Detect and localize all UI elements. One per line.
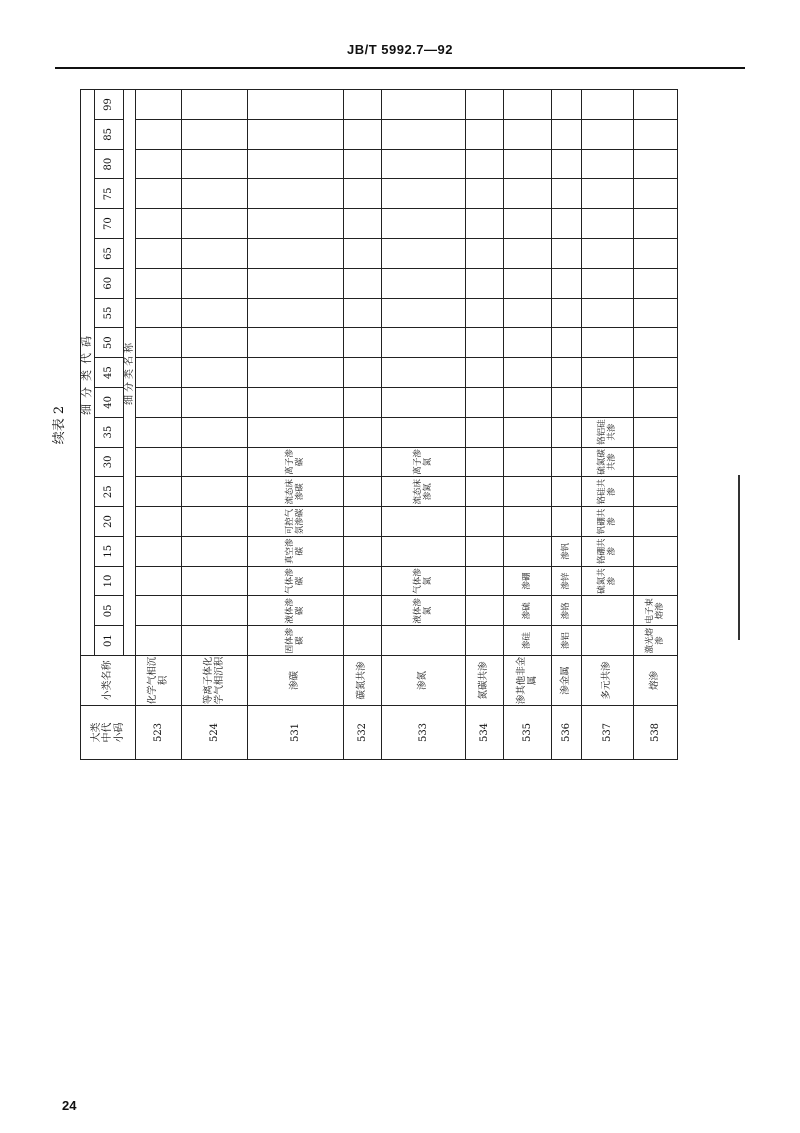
code-column-header: 25 [94,477,123,507]
table-cell [466,119,504,149]
table-cell [136,507,182,537]
table-cell [248,387,344,417]
table-cell [634,149,678,179]
table-cell [504,358,552,388]
table-cell: 气体渗碳 [248,566,344,596]
table-cell [504,536,552,566]
table-cell [136,89,182,119]
table-cell [382,209,466,239]
table-cell [344,239,382,269]
row-code: 532 [344,706,382,760]
code-column-header: 85 [94,119,123,149]
left-header-bot: 小码 [113,722,125,743]
table-cell [634,566,678,596]
table-cell [504,387,552,417]
table-cell [466,328,504,358]
code-column-header: 10 [94,566,123,596]
table-cell [466,477,504,507]
table-cell: 渗硅 [504,626,552,656]
table-cell [182,536,248,566]
table-cell [582,179,634,209]
name-header: 小类名称 [81,656,136,706]
table-cell [582,626,634,656]
table-cell [466,417,504,447]
table-cell [582,358,634,388]
code-column-header: 75 [94,179,123,209]
left-header [81,706,136,760]
table-cell [344,358,382,388]
row-code: 537 [582,706,634,760]
table-cell [382,507,466,537]
table-cell: 液体渗氮 [382,596,466,626]
table-cell [248,89,344,119]
row-code: 524 [182,706,248,760]
code-column-header: 80 [94,149,123,179]
table-cell [382,149,466,179]
table-cell [344,268,382,298]
table-cell [634,298,678,328]
row-name: 氮碳共渗 [466,656,504,706]
table-cell [466,447,504,477]
table-cell: 铬硼共渗 [582,536,634,566]
table-cell [382,268,466,298]
table-cell [182,477,248,507]
table-cell [344,626,382,656]
table-row [552,89,582,759]
table-cell [504,298,552,328]
table-cell [552,268,582,298]
table-cell [182,149,248,179]
table-cell: 流态床渗氮 [382,477,466,507]
header-row-title [81,89,95,759]
table-cell [136,477,182,507]
table-cell [466,209,504,239]
table-cell [248,119,344,149]
table-cell [182,89,248,119]
table-cell [344,298,382,328]
table-row [344,89,382,759]
table-cell [182,298,248,328]
code-column-header: 40 [94,387,123,417]
table-cell [552,298,582,328]
table-cell [466,298,504,328]
standard-code: JB/T 5992.7—92 [346,42,453,57]
table-cell [466,358,504,388]
table-cell [552,477,582,507]
table-cell [344,209,382,239]
code-column-header: 50 [94,328,123,358]
table-cell [248,298,344,328]
row-code: 531 [248,706,344,760]
table-cell [248,417,344,447]
table-cell [634,209,678,239]
code-column-header: 01 [94,626,123,656]
table-cell [248,179,344,209]
row-name: 熔渗 [634,656,678,706]
table-cell [136,566,182,596]
table-cell [382,536,466,566]
table-cell: 液体渗碳 [248,596,344,626]
code-title-header: 细分类代码 [81,89,95,655]
table-cell [182,119,248,149]
code-column-header: 70 [94,209,123,239]
row-name: 渗碳 [248,656,344,706]
table-cell [582,209,634,239]
table-cell [136,536,182,566]
table-cell [504,179,552,209]
table-cell [136,387,182,417]
table-cell [136,239,182,269]
table-cell [582,387,634,417]
table-cell [504,328,552,358]
row-code: 534 [466,706,504,760]
table-cell [582,89,634,119]
table-cell [466,89,504,119]
table-cell [182,268,248,298]
code-column-header: 30 [94,447,123,477]
row-name: 渗金属 [552,656,582,706]
row-code: 535 [504,706,552,760]
table-cell [182,447,248,477]
table-row [182,89,248,759]
table-cell: 激光熔渗 [634,626,678,656]
table-cell: 渗锌 [552,566,582,596]
left-header-mid: 中代 [102,722,114,743]
table-cell [634,417,678,447]
table-cell [344,536,382,566]
table-cell [634,447,678,477]
table-cell [344,596,382,626]
table-body [136,89,678,759]
table-cell [634,536,678,566]
table-cell [504,447,552,477]
table-cell [552,89,582,119]
table-cell [466,596,504,626]
row-code: 533 [382,706,466,760]
table-cell [382,298,466,328]
left-header-top: 大类 [90,722,102,743]
table-cell [136,626,182,656]
table-cell [582,268,634,298]
table-cell [552,179,582,209]
table-cell [582,119,634,149]
table-cell [136,119,182,149]
table-cell: 渗钒 [552,536,582,566]
code-column-header: 20 [94,507,123,537]
table-cell [344,477,382,507]
table-cell [634,239,678,269]
code-column-header: 65 [94,239,123,269]
table-cell [504,149,552,179]
table-cell: 渗铬 [552,596,582,626]
code-column-header: 60 [94,268,123,298]
table-cell [344,328,382,358]
table-cell: 铬铝硅共渗 [582,417,634,447]
table-row [136,89,182,759]
table-cell [634,179,678,209]
table-cell [504,89,552,119]
table-cell [582,149,634,179]
table-cell [248,358,344,388]
table-cell [504,417,552,447]
table-cell [582,239,634,269]
table-cell [634,387,678,417]
table-cell [504,477,552,507]
table-cell [382,387,466,417]
code-column-header: 55 [94,298,123,328]
table-cell [248,328,344,358]
code-column-header: 05 [94,596,123,626]
table-cell [634,507,678,537]
table-cell [344,447,382,477]
table-cell [182,209,248,239]
table-cell [504,209,552,239]
table-cell: 可控气氛渗碳 [248,507,344,537]
subname-header: 细分类名称 [123,89,136,655]
table-cell [248,209,344,239]
table-cell [634,328,678,358]
table-cell [552,387,582,417]
table-cell [136,417,182,447]
table-cell [382,119,466,149]
table-row [466,89,504,759]
table-cell [466,566,504,596]
table-row [504,89,552,759]
table-cell [466,149,504,179]
table-cell: 流态床渗碳 [248,477,344,507]
table-cell [136,179,182,209]
row-code: 536 [552,706,582,760]
table-cell [552,328,582,358]
table-cell [344,387,382,417]
table-cell: 钒硼共渗 [582,507,634,537]
classification-table [80,89,678,760]
table-cell: 硫氮共渗 [582,566,634,596]
table-cell [182,626,248,656]
row-name: 渗氮 [382,656,466,706]
table-cell [182,507,248,537]
table-cell [466,507,504,537]
table-cell [466,239,504,269]
table-cell [382,358,466,388]
table-cell [382,239,466,269]
table-cell [136,209,182,239]
row-code: 523 [136,706,182,760]
table-cell [382,626,466,656]
table-cell [552,209,582,239]
table-cell [634,477,678,507]
table-cell [582,596,634,626]
table-cell [182,358,248,388]
table-cell [466,268,504,298]
table-cell [382,328,466,358]
code-column-header: 45 [94,358,123,388]
table-cell [552,149,582,179]
table-cell: 渗硫 [504,596,552,626]
table-cell [552,507,582,537]
table-cell [634,268,678,298]
table-row [248,89,344,759]
table-cell: 离子渗氮 [382,447,466,477]
table-cell [344,507,382,537]
table-cell [504,239,552,269]
table-cell [582,298,634,328]
table-row [582,89,634,759]
table-cell [136,447,182,477]
table-cell [182,179,248,209]
table-cell [582,328,634,358]
header-rule [55,67,745,69]
table-cell [136,596,182,626]
table-cell: 渗铝 [552,626,582,656]
code-column-header: 99 [94,89,123,119]
table-row [634,89,678,759]
table-cell [504,507,552,537]
table-cell [382,417,466,447]
table-cell [634,89,678,119]
table-cell [344,149,382,179]
table-cell [344,566,382,596]
table-cell [552,417,582,447]
row-name: 多元共渗 [582,656,634,706]
table-cell [466,179,504,209]
table-cell [504,119,552,149]
table-cell [382,179,466,209]
table-cell [552,239,582,269]
table-cell: 离子渗碳 [248,447,344,477]
code-column-header: 35 [94,417,123,447]
table-cell [552,358,582,388]
table-cell [136,268,182,298]
table-cell [136,358,182,388]
table-cell [136,328,182,358]
table-cell [344,417,382,447]
table-cell: 电子束熔渗 [634,596,678,626]
table-cell [248,149,344,179]
table-cell [182,596,248,626]
table-cell [182,387,248,417]
table-cell [466,387,504,417]
table-cell [634,358,678,388]
table-cell [552,447,582,477]
table-cell [634,119,678,149]
table-cell: 硫氮碳共渗 [582,447,634,477]
table-cell [182,239,248,269]
table-cell [136,298,182,328]
table-cell [504,268,552,298]
table-cell: 真空渗碳 [248,536,344,566]
table-cell: 固体渗碳 [248,626,344,656]
table-cell [344,89,382,119]
row-name: 化学气相沉积 [136,656,182,706]
table-cell [136,149,182,179]
table-cell [248,268,344,298]
table-cell [382,89,466,119]
table-cell [182,566,248,596]
table-cell [466,536,504,566]
page-number: 24 [62,1098,77,1113]
row-code: 538 [634,706,678,760]
code-column-header: 15 [94,536,123,566]
table-cell [344,179,382,209]
row-name: 渗其他非金属 [504,656,552,706]
row-name: 碳氮共渗 [344,656,382,706]
table-cell [466,626,504,656]
table-cell [182,328,248,358]
table-cell: 铬硅共渗 [582,477,634,507]
table-caption: 续表 2 [52,405,67,445]
rotated-table-area [52,90,770,760]
row-name: 等离子体化学气相沉积 [182,656,248,706]
table-cell [552,119,582,149]
table-cell: 渗硼 [504,566,552,596]
table-cell [182,417,248,447]
table-row [382,89,466,759]
table-cell: 气体渗氮 [382,566,466,596]
table-cell [344,119,382,149]
table-cell [248,239,344,269]
